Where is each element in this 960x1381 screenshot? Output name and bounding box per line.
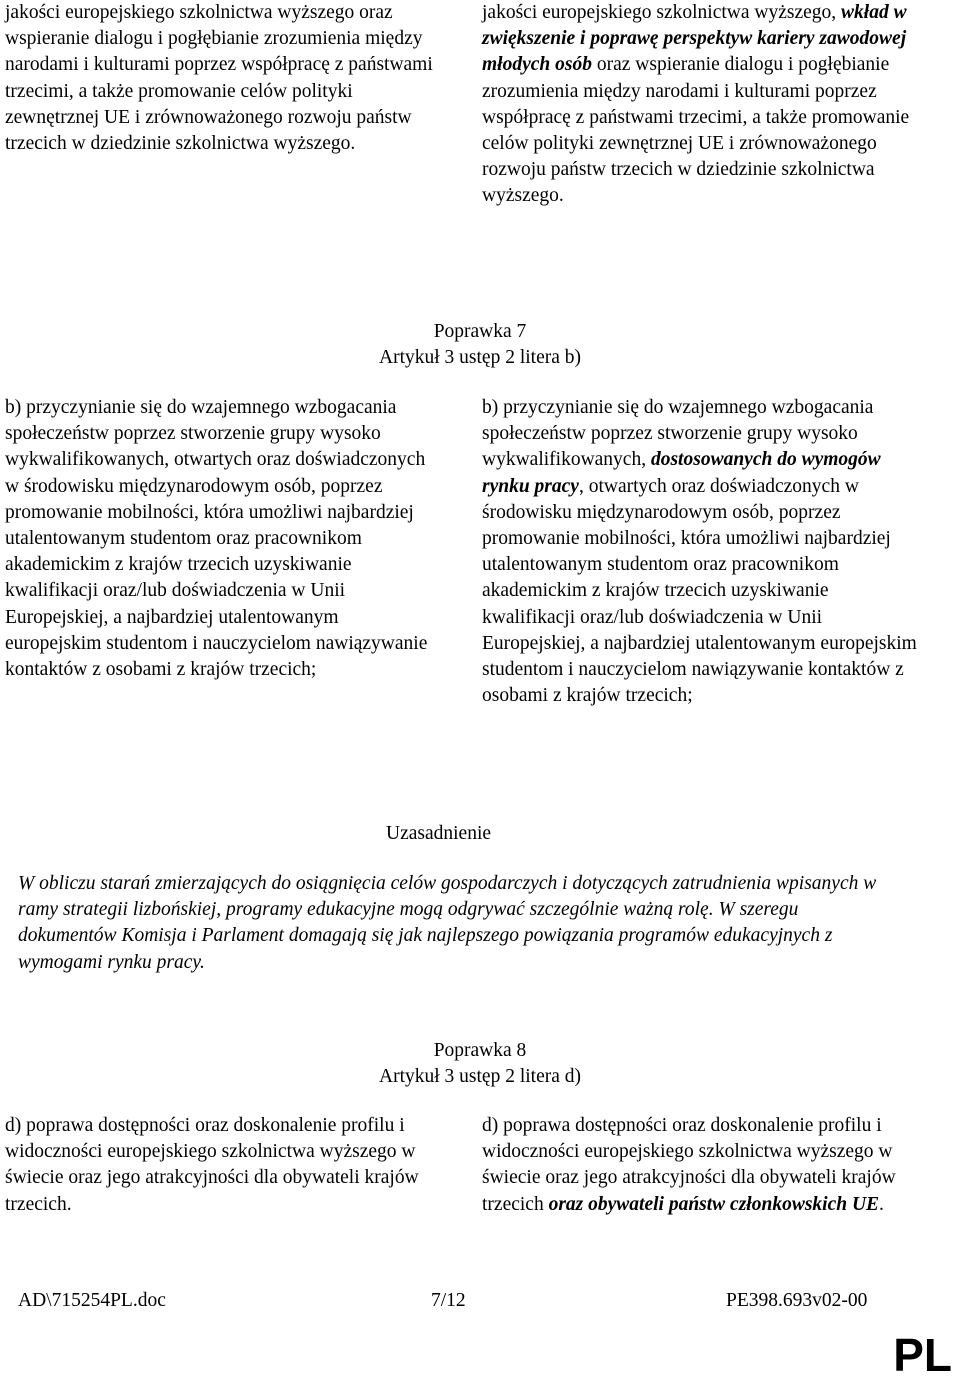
amendment-7-title: Poprawka 7	[433, 321, 527, 342]
amendment-8-original-text: d) poprawa dostępności oraz doskonalenie profilu i widoczności europejskiego szkolnictwa wyższego w świecie oraz jego atrakcyjności dla obywateli krajów trzecich.	[5, 1115, 419, 1215]
justification-text: W obliczu starań zmierzających do osiągnięcia celów gospodarczych i dotyczących zatrudnienia wpisanych w ramy strategii lizbońskiej, programy edukacyjne mogą odgrywać szczególnie ważną rolę. W szeregu dokumentów Komisja i Parlament domagają się jak najlepszego powiązania programów edukacyjnych z wymogami rynku pracy.	[18, 873, 877, 973]
amendment-8-article: Artykuł 3 ustęp 2 litera d)	[379, 1066, 581, 1087]
amendment-8-amended-text: d) poprawa dostępności oraz doskonalenie profilu i widoczności europejskiego szkolnictwa wyższego w świecie oraz jego atrakcyjności dla obywateli krajów trzecich oraz obywateli państw członkowskich UE.	[482, 1115, 896, 1215]
amended-text: wkład w zwiększenie i poprawę perspektyw kariery zawodowej młodych osób	[482, 2, 907, 76]
justification-heading: Uzasadnienie	[386, 823, 492, 844]
amendment-7-amended-text: b) przyczynianie się do wzajemnego wzbogacania społeczeństw poprzez stworzenie grupy wysoko wykwalifikowanych, dostosowanych do wymogów rynku pracy, otwartych oraz doświadczonych w środowisku międzynarodowym osób, poprzez promowanie mobilności, która umożliwi najbardziej utalentowanym studentom oraz pracownikom akademickim z krajów trzecich uzyskiwanie kwalifikacji oraz/lub doświadczenia w Unii Europejskiej, a najbardziej utalentowanym europejskim studentom i nauczycielom nawiązywanie kontaktów z osobami z krajów trzecich;	[482, 397, 917, 707]
footer-doc-name: AD\715254PL.doc	[18, 1290, 166, 1311]
amended-text: oraz obywateli państw członkowskich UE	[548, 1193, 880, 1215]
continued-right-text: jakości europejskiego szkolnictwa wyższego, wkład w zwiększenie i poprawę perspektyw kariery zawodowej młodych osób oraz wspieranie dialogu i pogłębianie zrozumienia między narodami i kulturami poprzez współpracę z państwami trzecimi, a także promowanie celów polityki zewnętrznej UE i zrównoważonego rozwoju państw trzecich w dziedzinie szkolnictwa wyższego.	[482, 2, 910, 207]
amended-text: dostosowanych do wymogów rynku pracy	[482, 449, 881, 497]
language-code: PL	[893, 1329, 952, 1381]
footer-reference: PE398.693v02-00	[726, 1290, 868, 1311]
amendment-7-article: Artykuł 3 ustęp 2 litera b)	[379, 347, 581, 368]
amendment-7-original-text: b) przyczynianie się do wzajemnego wzbogacania społeczeństw poprzez stworzenie grupy wysoko wykwalifikowanych, otwartych oraz doświadczonych w środowisku międzynarodowym osób, poprzez promowanie mobilności, która umożliwi najbardziej utalentowanym studentom oraz pracownikom akademickim z krajów trzecich uzyskiwanie kwalifikacji oraz/lub doświadczenia w Unii Europejskiej, a najbardziej utalentowanym europejskim studentom i nauczycielom nawiązywanie kontaktów z osobami z krajów trzecich;	[5, 397, 428, 681]
footer-page-number: 7/12	[431, 1290, 466, 1311]
amendment-8-title: Poprawka 8	[433, 1040, 527, 1061]
continued-left-text: jakości europejskiego szkolnictwa wyższego oraz wspieranie dialogu i pogłębianie zrozumienia między narodami i kulturami poprzez współpracę z państwami trzecimi, a także promowanie celów polityki zewnętrznej UE i zrównoważonego rozwoju państw trzecich w dziedzinie szkolnictwa wyższego.	[5, 2, 433, 155]
